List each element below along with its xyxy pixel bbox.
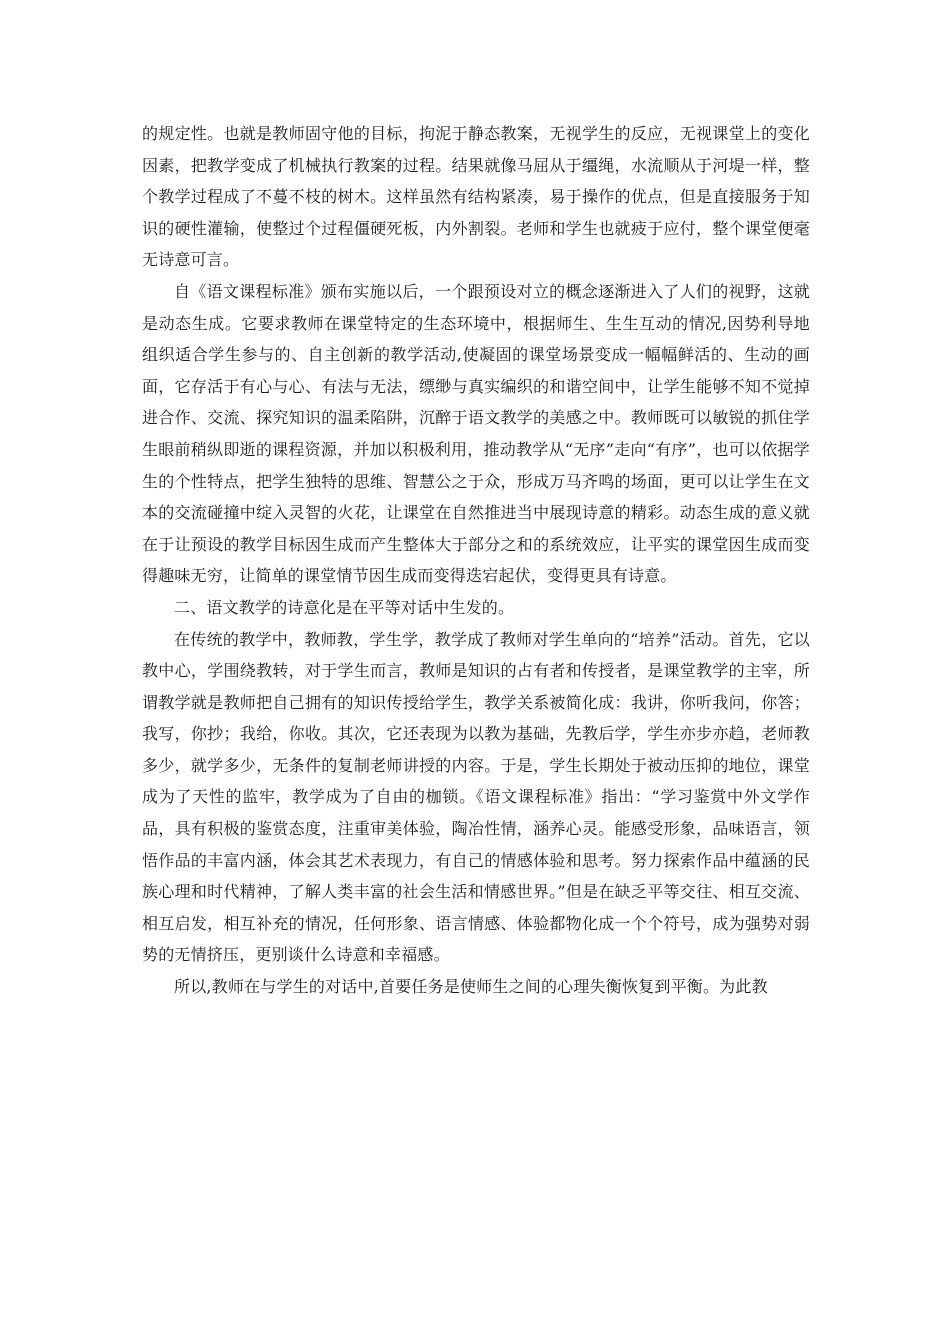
paragraph-2: 自《语文课程标准》颁布实施以后，一个跟预设对立的概念逐渐进入了人们的视野，这就是动态生成。它要求教师在课堂特定的生态环境中，根据师生、生生互动的情况,因势利导地组织适合学生参与的、自主创新的教学活动,使凝固的课堂场景变成一幅幅鲜活的、生动的画面，它存活于有心与心、有法与无法，缥缈与真实编织的和谐空间中，让学生能够不知不觉掉进合作、交流、探究知识的温柔陷阱，沉醉于语文教学的美感之中。教师既可以敏锐的抓住学生眼前稍纵即逝的课程资源，并加以积极利用，推动教学从“无序”走向“有序”，也可以依据学生的个性特点，把学生独特的思维、智慧公之于众，形成万马齐鸣的场面，更可以让学生在文本的交流碰撞中绽入灵智的火花，让课堂在自然推进当中展现诗意的精彩。动态生成的意义就在于让预设的教学目标因生成而产生整体大于部分之和的系统效应，让平实的课堂因生成而变得趣味无穷，让简单的课堂情节因生成而变得迭宕起伏，变得更具有诗意。 [142, 281, 810, 586]
paragraph-1: 的规定性。也就是教师固守他的目标，拘泥于静态教案，无视学生的反应，无视课堂上的变化因素，把教学变成了机械执行教案的过程。结果就像马屈从于缰绳，水流顺从于河堤一样，整个教学过程成了不蔓不枝的树木。这样虽然有结构紧凑，易于操作的优点，但是直接服务于知识的硬性灌输，使整过个过程僵硬死板，内外割裂。老师和学生也就疲于应付，整个课堂便毫无诗意可言。 [142, 124, 810, 270]
paragraph-4: 所以,教师在与学生的对话中,首要任务是使师生之间的心理失衡恢复到平衡。为此教 [174, 977, 768, 997]
section-heading: 二、语文教学的诗意化是在平等对话中生发的。 [174, 597, 515, 617]
paragraph-3: 在传统的教学中，教师教，学生学，教学成了教师对学生单向的“培养”活动。首先，它以教中心，学围绕教转，对于学生而言，教师是知识的占有者和传授者，是课堂教学的主宰，所谓教学就是教师把自己拥有的知识传授给学生，教学关系被简化成：我讲，你听我问，你答；我写，你抄；我给，你收。其次，它还表现为以教为基础，先教后学，学生亦步亦趋，老师教多少，就学多少，无条件的复制老师讲授的内容。于是，学生长期处于被动压抑的地位，课堂成为了天性的监牢，教学成为了自由的枷锁。《语文课程标准》指出：“学习鉴赏中外文学作品，具有积极的鉴赏态度，注重审美体验，陶冶性情，涵养心灵。能感受形象，品味语言，领悟作品的丰富内涵，体会其艺术表现力，有自己的情感体验和思考。努力探索作品中蕴涵的民族心理和时代精神，了解人类丰富的社会生活和情感世界。”但是在缺乏平等交往、相互交流、相互启发，相互补充的情况，任何形象、语言情感、体验都物化成一个个符号，成为强势对弱势的无情挤压，更别谈什么诗意和幸福感。 [142, 629, 810, 965]
document-body [142, 118, 810, 1003]
